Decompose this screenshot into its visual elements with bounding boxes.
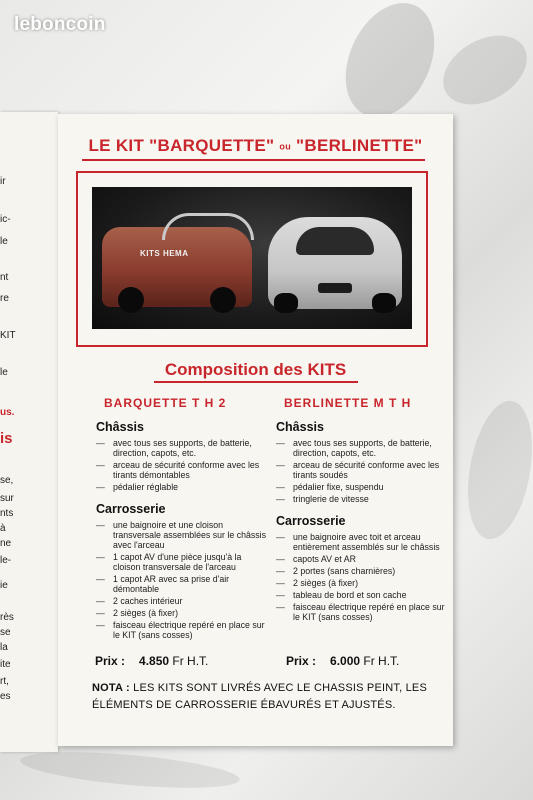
roll-bar [162,213,254,240]
carrosserie-list [96,520,268,640]
berlinette-car [268,217,402,309]
carrosserie-heading: Carrosserie [96,502,166,516]
list-item: — tringlerie de vitesse [276,494,448,504]
wheel [118,287,144,313]
price-value: 4.850 [139,654,170,668]
model-name: BERLINETTE M T H [284,396,412,410]
note [92,680,433,714]
price-berlinette [286,654,399,668]
price-unit: Fr H.T. [363,654,400,668]
carrosserie-list [276,532,448,622]
list-item: — 2 portes (sans charnières) [276,566,448,576]
left-page-fragment-text: ic- [0,214,11,225]
price-label: Prix : [286,654,317,668]
brochure-page [58,114,453,746]
price-label: Prix : [95,654,126,668]
list-item: — 2 caches intérieur [96,596,268,606]
price-value: 6.000 [330,654,361,668]
photo-frame [76,171,428,347]
left-page-fragment-text: la [0,642,8,653]
left-page-fragment-text: à [0,523,6,534]
left-page-fragment-text: is [0,430,13,447]
column-berlinette [276,396,448,624]
list-item: — arceau de sécurité conforme avec les tirants démontables [96,460,268,480]
left-page-fragment-text: le [0,236,8,247]
composition-title: Composition des KITS [164,360,347,379]
left-page-fragment-text: KIT [0,330,16,341]
composition-underline [154,381,358,383]
title-berlinette: "BERLINETTE" [296,136,423,155]
page-title [58,136,453,156]
left-page-fragment-text: ne [0,538,12,549]
list-item: — tableau de bord et son cache [276,590,448,600]
left-page-fragment-text: rès [0,612,14,623]
left-page-fragment-text: nt [0,272,9,283]
chassis-list [276,438,448,504]
title-or: ou [279,141,291,152]
note-label: NOTA : [92,682,130,694]
leboncoin-logo: leboncoin [14,14,106,35]
barquette-car [102,227,252,307]
windshield [296,227,374,255]
list-item: — 2 sièges (à fixer) [96,608,268,618]
model-name: BARQUETTE T H 2 [104,396,227,410]
left-page-fragment-text: le- [0,555,12,566]
left-page-fragment-text: se, [0,475,14,486]
left-page-fragment-text: ie [0,580,8,591]
left-page-fragment-text: ite [0,659,11,670]
carrosserie-heading: Carrosserie [276,514,346,528]
list-item: — capots AV et AR [276,554,448,564]
list-item: — arceau de sécurité conforme avec les tirants soudés [276,460,448,480]
list-item: — 1 capot AR avec sa prise d'air démontable [96,574,268,594]
left-page-fragment-text: es [0,691,11,702]
list-item: — une baignoire avec toit et arceau entièrement assemblés sur le châssis [276,532,448,552]
chassis-heading: Châssis [276,420,324,434]
title-underline [82,159,425,161]
left-page-fragment-text: ir [0,176,6,187]
price-unit: Fr H.T. [172,654,209,668]
list-item: — 1 capot AV d'une pièce jusqu'à la cloison transversale de l'arceau [96,552,268,572]
note-text: LES KITS SONT LIVRÉS AVEC LE CHASSIS PEINT, LES ÉLÉMENTS DE CARROSSERIE ÉBAVURÉS ET AJUSTÉS. [92,682,427,711]
list-item: — pédalier fixe, suspendu [276,482,448,492]
left-page-fragment-text: se [0,627,11,638]
wheel [372,293,396,313]
left-page-fragment-text: sur [0,493,14,504]
left-page-fragment-text: nts [0,508,14,519]
left-page-fragment-text: le [0,367,8,378]
column-barquette [96,396,268,642]
list-item: — faisceau électrique repéré en place sur le KIT (sans cosses) [96,620,268,640]
left-page-fragment-text: rt, [0,676,9,687]
air-intake [318,283,352,293]
price-barquette [95,654,208,668]
chassis-heading: Châssis [96,420,144,434]
marble-vein [19,745,241,794]
list-item: — avec tous ses supports, de batterie, direction, capots, etc. [96,438,268,458]
wheel [210,287,236,313]
title-barquette: LE KIT "BARQUETTE" [88,136,275,155]
list-item: — avec tous ses supports, de batterie, direction, capots, etc. [276,438,448,458]
cars-photo [92,187,412,329]
list-item: — pédalier réglable [96,482,268,492]
chassis-list [96,438,268,492]
car-side-label: KITS HEMA [140,249,189,258]
list-item: — faisceau électrique repéré en place sur le KIT (sans cosses) [276,602,448,622]
wheel [274,293,298,313]
marble-vein [431,22,533,119]
list-item: — une baignoire et une cloison transversale assemblées sur le châssis avec l'arceau [96,520,268,550]
left-page-fragment-text: re [0,293,9,304]
list-item: — 2 sièges (à fixer) [276,578,448,588]
marble-vein [328,0,451,131]
left-page-fragment-text: us. [0,407,15,418]
marble-vein [458,396,533,544]
